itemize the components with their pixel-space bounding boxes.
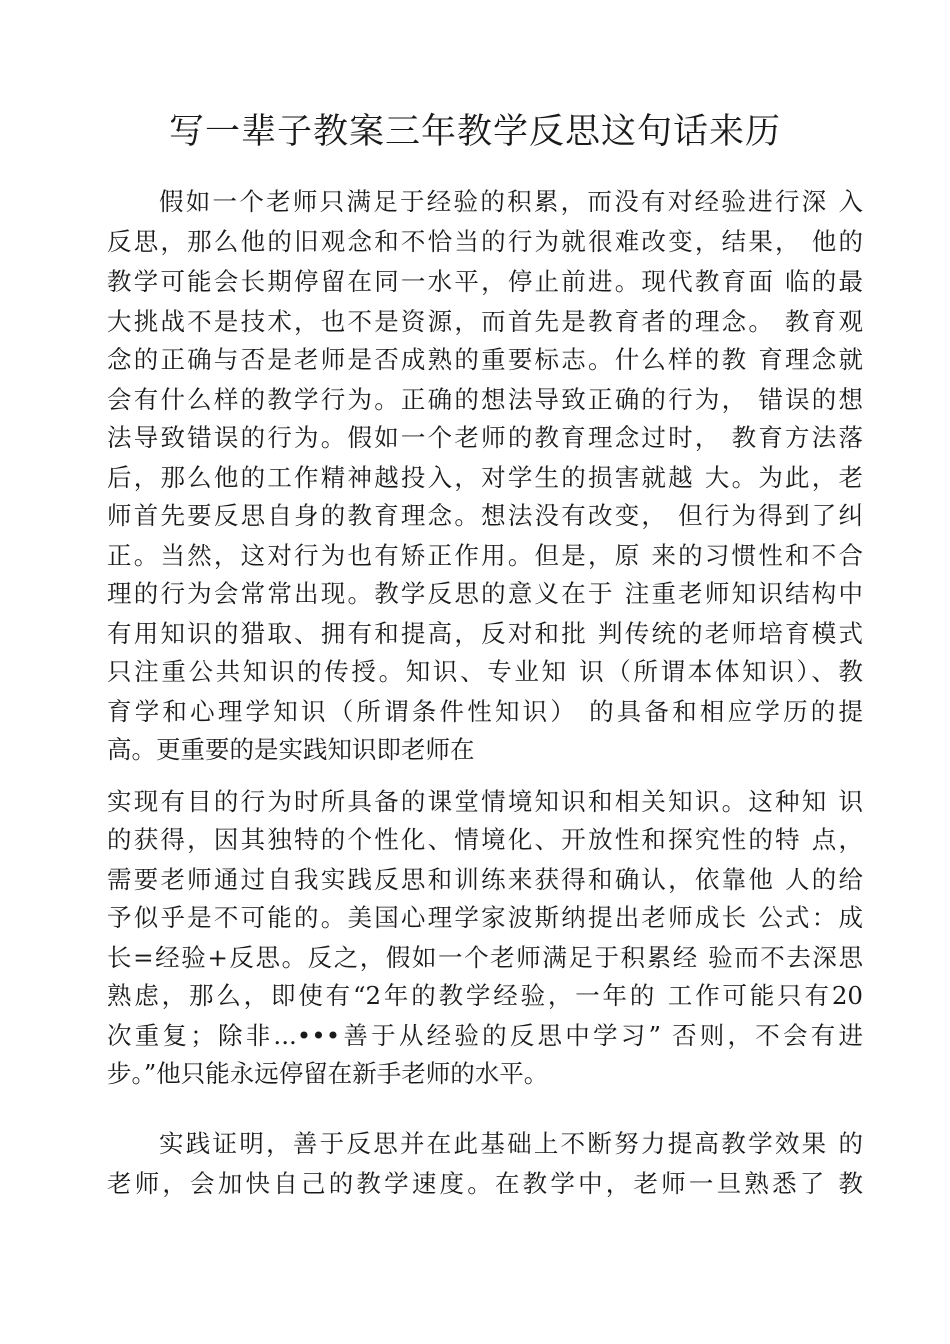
text-line: 育学和心理学知识（所谓条件性知识） 的具备和相应学历的提 (107, 697, 863, 726)
text-line: 步。”他只能永远停留在新手老师的水平。 (107, 1059, 549, 1088)
text-line: 有用知识的猎取、拥有和提高，反对和批 判传统的老师培育模式 (107, 619, 863, 648)
text-line: 高。更重要的是实践知识即老师在 (107, 735, 475, 764)
text-line: 次重复；除非...•••善于从经验的反思中学习” 否则，不会有进 (107, 1021, 863, 1050)
text-line: 大挑战不是技术，也不是资源，而首先是教育者的理念。 教育观 (107, 307, 863, 336)
text-line: 师首先要反思自身的教育理念。想法没有改变， 但行为得到了纠 (107, 501, 863, 530)
text-line: 只注重公共知识的传授。知识、专业知 识（所谓本体知识）、教 (107, 657, 863, 686)
document-title: 写一辈子教案三年教学反思这句话来历 (168, 112, 781, 152)
text-line: 教学可能会长期停留在同一水平，停止前进。现代教育面 临的最 (107, 267, 863, 296)
text-line: 反思，那么他的旧观念和不恰当的行为就很难改变，结果， 他的 (107, 227, 863, 256)
text-line: 需要老师通过自我实践反思和训练来获得和确认，依靠他 人的给 (107, 865, 863, 894)
text-line: 法导致错误的行为。假如一个老师的教育理念过时， 教育方法落 (107, 423, 863, 452)
text-line: 实践证明，善于反思并在此基础上不断努力提高教学效果 的 (159, 1129, 863, 1158)
text-line: 的获得，因其独特的个性化、情境化、开放性和探究性的特 点， (107, 825, 863, 854)
text-line: 予似乎是不可能的。美国心理学家波斯纳提出老师成长 公式：成 (107, 903, 863, 932)
text-line: 长=经验+反思。反之，假如一个老师满足于积累经 验而不去深思 (107, 943, 863, 972)
text-line: 后，那么他的工作精神越投入，对学生的损害就越 大。为此，老 (107, 463, 863, 492)
text-line: 理的行为会常常出现。教学反思的意义在于 注重老师知识结构中 (107, 579, 863, 608)
text-line: 老师，会加快自己的教学速度。在教学中，老师一旦熟悉了 教 (107, 1169, 863, 1198)
text-line: 实现有目的行为时所具备的课堂情境知识和相关知识。这种知 识 (107, 787, 863, 816)
text-line: 会有什么样的教学行为。正确的想法导致正确的行为， 错误的想 (107, 385, 863, 414)
text-line: 熟虑，那么，即使有“2年的教学经验，一年的 工作可能只有20 (107, 981, 863, 1010)
text-line: 假如一个老师只满足于经验的积累，而没有对经验进行深 入 (159, 187, 863, 216)
text-line: 念的正确与否是老师是否成熟的重要标志。什么样的教 育理念就 (107, 345, 863, 374)
text-line: 正。当然，这对行为也有矫正作用。但是，原 来的习惯性和不合 (107, 541, 863, 570)
